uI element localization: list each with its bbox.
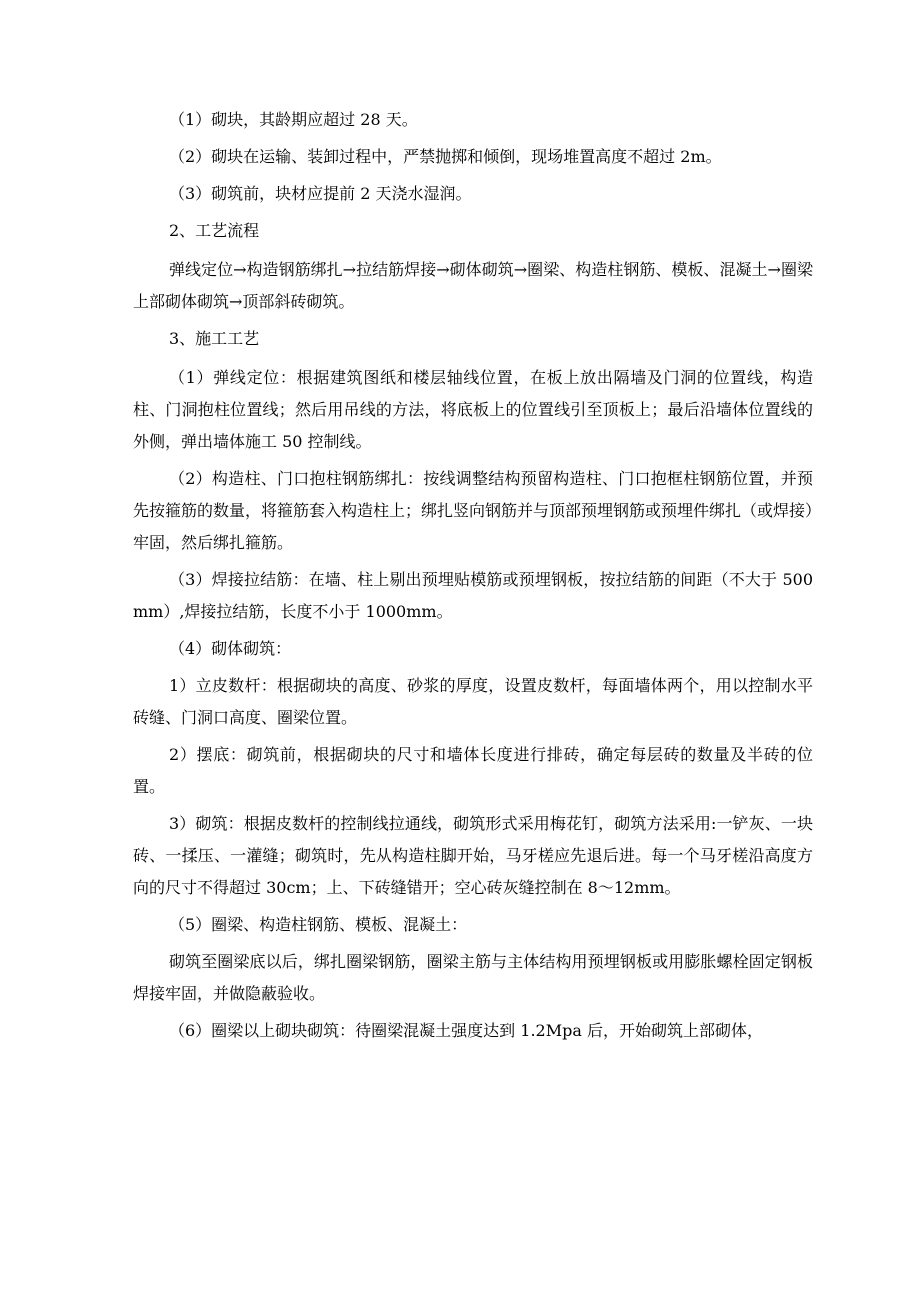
paragraph-pre-wetting: （3）砌筑前，块材应提前 2 天浇水湿润。 [169, 184, 472, 203]
paragraph-tie-bar-welding: （3）焊接拉结筋：在墙、柱上剔出预埋贴模筋或预埋钢板，按拉结筋的间距（不大于 500mm）,焊接拉结筋，长度不小于 1000mm。 [133, 570, 813, 621]
paragraph-above-ring-beam: （6）圈梁以上砌块砌筑：待圈梁混凝土强度达到 1.2Mpa 后，开始砌筑上部砌体， [169, 1021, 763, 1040]
paragraph-story-pole: 1）立皮数杆：根据砌块的高度、砂浆的厚度，设置皮数杆，每面墙体两个，用以控制水平砖缝、门洞口高度、圈梁位置。 [133, 676, 813, 727]
paragraph-masonry-heading: （4）砌体砌筑： [169, 639, 292, 658]
document-body [133, 104, 813, 1052]
paragraph-block-age: （1）砌块，其龄期应超过 28 天。 [169, 110, 418, 129]
paragraph-ring-beam-rebar: 砌筑至圈梁底以后，绑扎圈梁钢筋，圈梁主筋与主体结构用预埋钢板或用膨胀螺栓固定钢板焊接牢固，并做隐蔽验收。 [133, 952, 813, 1003]
paragraph-layout-bricks: 2）摆底：砌筑前，根据砌块的尺寸和墙体长度进行排砖，确定每层砖的数量及半砖的位置。 [133, 745, 813, 796]
section-heading-process-flow: 2、工艺流程 [169, 221, 260, 240]
paragraph-process-flow: 弹线定位→构造钢筋绑扎→拉结筋焊接→砌体砌筑→圈梁、构造柱钢筋、模板、混凝土→圈梁上部砌体砌筑→顶部斜砖砌筑。 [133, 260, 813, 311]
section-heading-construction-process: 3、施工工艺 [169, 329, 260, 348]
paragraph-ring-beam-heading: （5）圈梁、构造柱钢筋、模板、混凝土： [169, 915, 468, 934]
paragraph-line-positioning: （1）弹线定位：根据建筑图纸和楼层轴线位置，在板上放出隔墙及门洞的位置线，构造柱、门洞抱柱位置线；然后用吊线的方法，将底板上的位置线引至顶板上；最后沿墙体位置线的外侧，弹出墙体施工 50 控制线。 [133, 368, 813, 451]
paragraph-masonry-method: 3）砌筑：根据皮数杆的控制线拉通线，砌筑形式采用梅花钉，砌筑方法采用:一铲灰、一块砖、一揉压、一灌缝；砌筑时，先从构造柱脚开始，马牙槎应先退后进。每一个马牙槎沿高度方向的尺寸不得超过 30cm；上、下砖缝错开；空心砖灰缝控制在 8～12mm。 [133, 814, 813, 897]
paragraph-transport: （2）砌块在运输、装卸过程中，严禁抛掷和倾倒，现场堆置高度不超过 2m。 [169, 147, 722, 166]
paragraph-column-rebar-binding: （2）构造柱、门口抱柱钢筋绑扎：按线调整结构预留构造柱、门口抱框柱钢筋位置，并预先按箍筋的数量，将箍筋套入构造柱上；绑扎竖向钢筋并与顶部预埋钢筋或预埋件绑扎（或焊接）牢固，然后绑扎箍筋。 [133, 469, 814, 552]
